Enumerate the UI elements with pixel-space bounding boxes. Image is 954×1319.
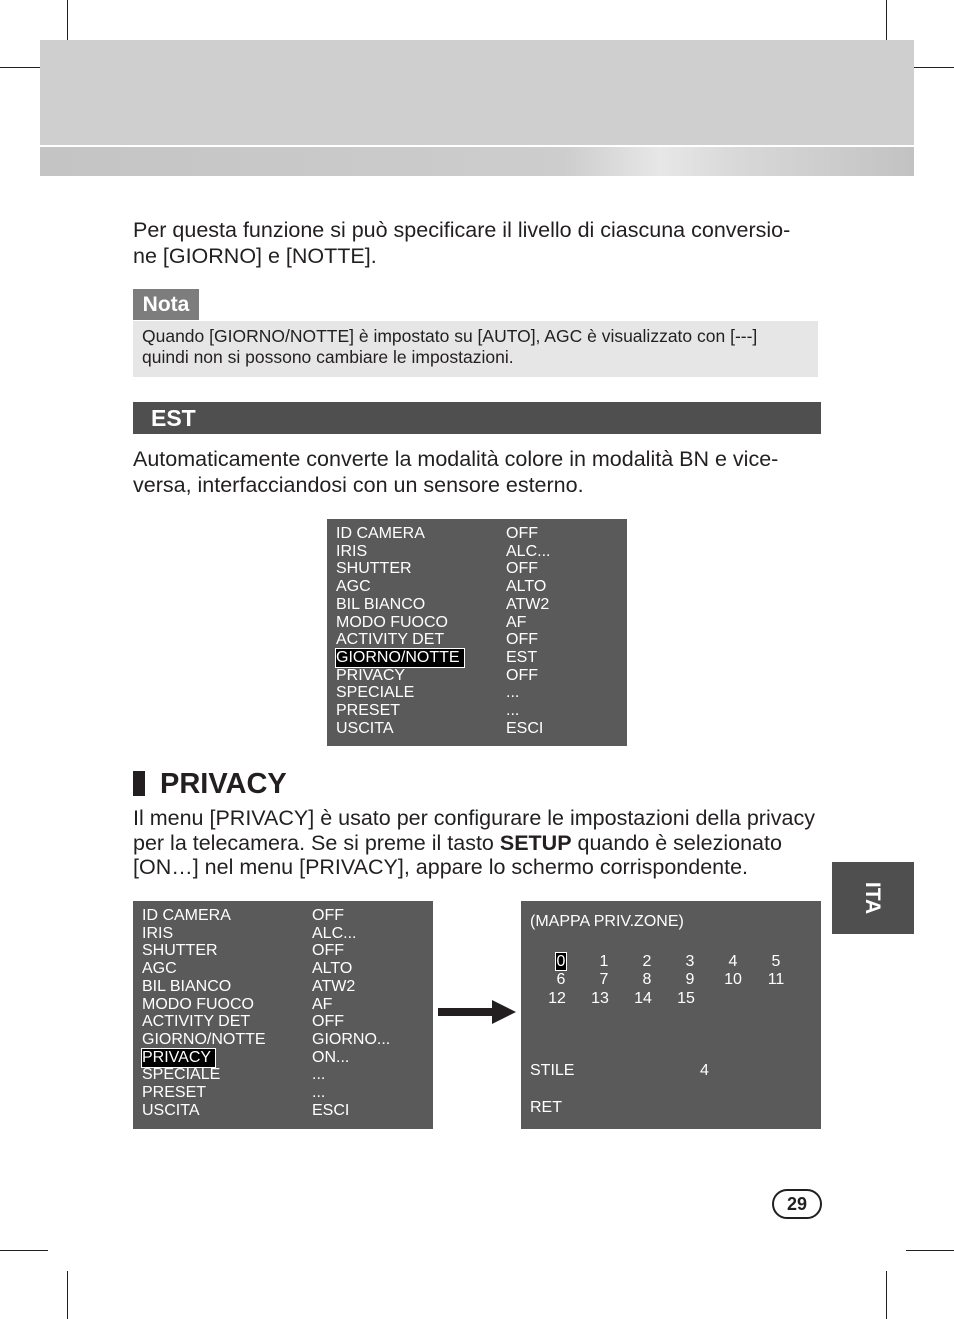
zone-number: 11 (767, 971, 785, 988)
page-number: 29 (772, 1189, 822, 1219)
zone-number: 14 (634, 990, 652, 1007)
zone-number: 6 (556, 971, 566, 988)
menu-row-value: OFF (506, 666, 538, 684)
menu-row-value: ... (312, 1084, 326, 1101)
zone-number: 1 (599, 953, 609, 970)
menu-row-label: SPECIALE (142, 1066, 221, 1084)
zone-number: 12 (548, 990, 566, 1007)
menu-row-label: SHUTTER (336, 560, 412, 578)
menu-row-label: SHUTTER (142, 942, 218, 960)
menu-row-value: GIORNO... (312, 1030, 391, 1048)
menu-row-value: ... (506, 702, 520, 719)
est-line-2: versa, interfacciandosi con un sensore esterno. (133, 473, 584, 497)
menu-row-label: MODO FUOCO (336, 613, 448, 631)
menu-row-label: PRIVACY (336, 666, 406, 684)
est-line-1: Automaticamente converte la modalità colore in modalità BN e vice- (133, 447, 779, 471)
menu-row-value: OFF (506, 560, 538, 578)
heading-marker (133, 771, 145, 796)
menu-row-value: ALTO (506, 578, 547, 596)
menu-row-value: AF (312, 995, 333, 1013)
menu-row-value: OFF (312, 942, 344, 960)
menu-row-label: PRESET (142, 1084, 207, 1101)
menu-row-label: MODO FUOCO (142, 995, 254, 1013)
language-tab (832, 862, 914, 934)
zone-number: 4 (728, 953, 738, 970)
menu-row-label: BIL BIANCO (336, 595, 426, 613)
zone-number: 15 (677, 990, 695, 1007)
intro-paragraph (133, 217, 825, 269)
header-strip (40, 147, 914, 176)
osd-zone-map (521, 901, 821, 1129)
menu-row-value: EST (506, 648, 538, 666)
privacy-line-2a: per la telecamera. Se si preme il tasto (133, 830, 500, 855)
stile-value: 4 (700, 1062, 709, 1079)
menu-row-value: ATW2 (312, 977, 356, 995)
language-tab-label: ITA (861, 881, 884, 915)
menu-row-label: AGC (142, 960, 177, 978)
privacy-line-2b: quando è selezionato (571, 830, 782, 855)
menu-row-label: USCITA (336, 719, 394, 737)
crop-mark (906, 1250, 954, 1251)
zone-number: 2 (642, 953, 652, 970)
intro-line-1: Per questa funzione si può specificare il livello di ciascuna conversio- (133, 218, 791, 242)
menu-row-value: OFF (506, 525, 538, 542)
menu-row-label: GIORNO/NOTTE (142, 1030, 266, 1048)
osd-menu-est (327, 519, 627, 746)
menu-row-value: ESCI (312, 1101, 350, 1119)
nota-line-1: Quando [GIORNO/NOTTE] è impostato su [AUTO], AGC è visualizzato con [---] (142, 326, 758, 346)
menu-row-label: IRIS (142, 924, 174, 942)
nota-label: Nota (133, 289, 199, 320)
menu-row-label: ACTIVITY DET (142, 1013, 251, 1031)
zone-number: 3 (685, 953, 695, 970)
crop-mark (0, 1250, 48, 1251)
nota-line-2: quindi non si possono cambiare le impostazioni. (142, 347, 514, 367)
menu-row-value: ALC... (312, 924, 357, 942)
menu-row-label: GIORNO/NOTTE (336, 649, 464, 667)
privacy-paragraph (133, 806, 825, 880)
crop-mark (67, 1271, 68, 1319)
zone-number: 9 (685, 971, 695, 988)
menu-row-label: SPECIALE (336, 684, 415, 702)
privacy-heading-text: PRIVACY (160, 768, 287, 800)
menu-row-value: OFF (506, 631, 538, 649)
stile-label: STILE (530, 1062, 575, 1079)
setup-key: SETUP (499, 830, 572, 855)
zone-number: 13 (591, 990, 609, 1007)
crop-mark (886, 1271, 887, 1319)
zone-number: 5 (771, 953, 781, 970)
menu-row-value: ESCI (506, 719, 544, 737)
menu-row-label: ID CAMERA (336, 525, 425, 542)
menu-row-value: ALTO (312, 960, 353, 978)
menu-row-label: AGC (336, 578, 371, 596)
menu-row-label: BIL BIANCO (142, 977, 232, 995)
nota-body (133, 321, 818, 377)
menu-row-label: PRIVACY (142, 1049, 215, 1067)
menu-row-value: ON... (312, 1048, 350, 1066)
menu-row-value: ALC... (506, 542, 551, 560)
intro-line-2: ne [GIORNO] e [NOTTE]. (133, 244, 377, 268)
est-paragraph (133, 446, 825, 498)
privacy-heading (133, 766, 287, 802)
header-band (40, 40, 914, 145)
privacy-line-1: Il menu [PRIVACY] è usato per configurare le impostazioni della privacy (133, 806, 815, 830)
zone-number: 7 (599, 971, 609, 988)
zone-map-title: (MAPPA PRIV.ZONE) (530, 913, 684, 930)
privacy-line-3: [ON…] nel menu [PRIVACY], appare lo schermo corrispondente. (133, 855, 749, 879)
menu-row-value: ... (312, 1066, 326, 1084)
menu-row-value: OFF (312, 907, 344, 924)
zone-number: 8 (642, 971, 652, 988)
menu-row-label: USCITA (142, 1101, 200, 1119)
menu-row-label: ID CAMERA (142, 907, 231, 924)
osd-menu-privacy (133, 901, 433, 1129)
menu-row-value: AF (506, 613, 527, 631)
ret-label: RET (530, 1099, 562, 1116)
menu-row-label: IRIS (336, 542, 368, 560)
menu-row-value: ATW2 (506, 595, 550, 613)
arrow-right-icon (438, 998, 518, 1028)
menu-row-value: ... (506, 684, 520, 702)
zone-number: 10 (724, 971, 742, 988)
menu-row-label: ACTIVITY DET (336, 631, 445, 649)
menu-row-label: PRESET (336, 702, 401, 719)
est-heading: EST (133, 402, 821, 434)
zone-number: 0 (556, 953, 566, 970)
menu-row-value: OFF (312, 1013, 344, 1031)
